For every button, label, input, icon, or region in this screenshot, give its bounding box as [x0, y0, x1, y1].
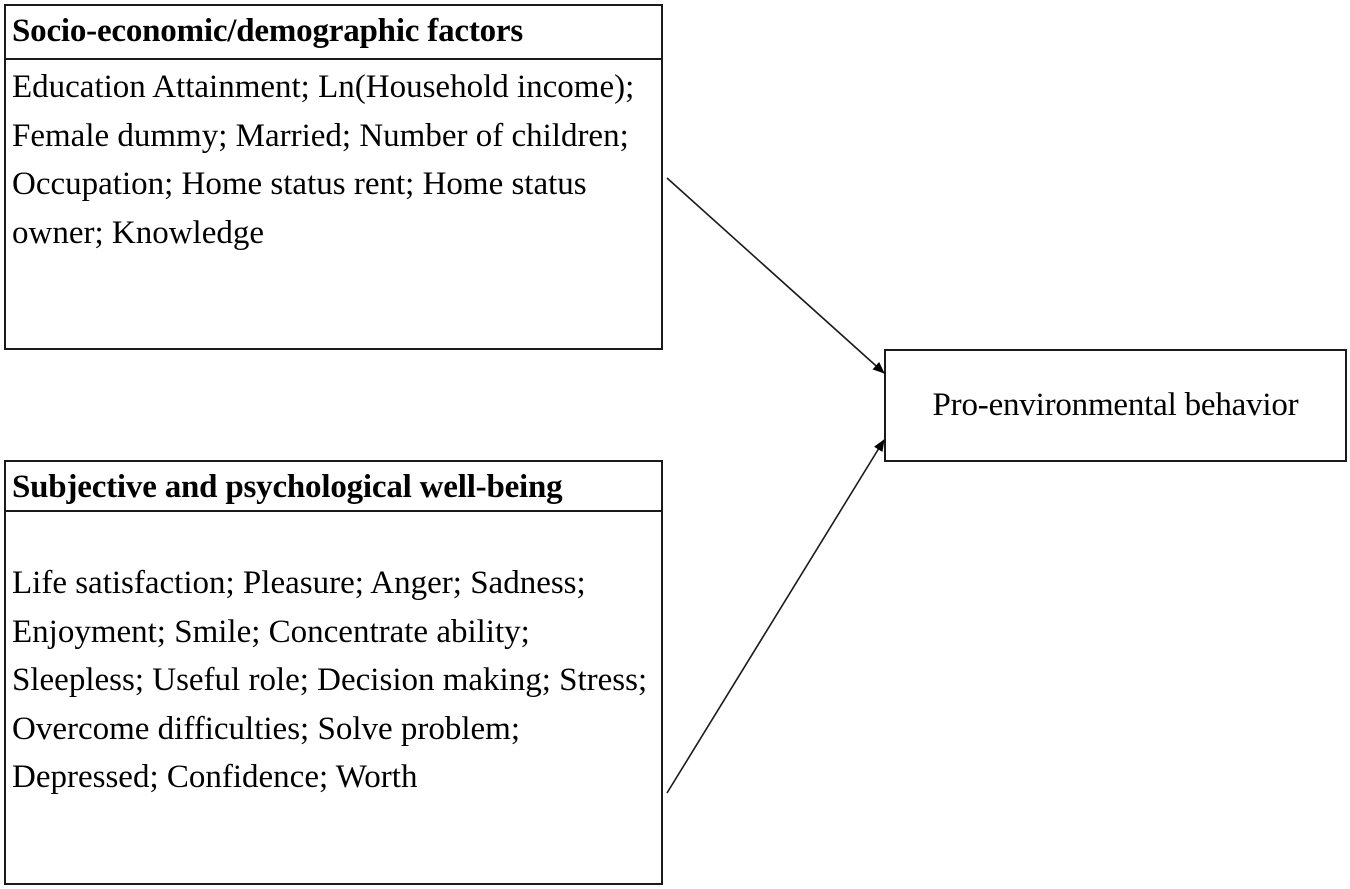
pro-environmental-behavior-label: Pro-environmental behavior: [932, 387, 1299, 423]
wellbeing-factors-title: Subjective and psychological well-being: [6, 462, 661, 512]
wellbeing-factors-list: Life satisfaction; Pleasure; Anger; Sadness; Enjoyment; Smile; Concentrate ability; Sleepless; Useful role; Decision making; Stress; Overcome difficulties; Solve problem; Depressed; Confidence; Worth: [12, 565, 648, 795]
wellbeing-factors-box: [4, 460, 663, 885]
socio-economic-factors-box: [4, 4, 663, 350]
arrow-wellbeing-to-outcome: [667, 440, 884, 793]
socio-economic-factors-list: Education Attainment; Ln(Household income); Female dummy; Married; Number of children; Occupation; Home status rent; Home status owner; Knowledge: [12, 69, 635, 251]
arrow-socio-to-outcome: [667, 178, 884, 373]
pro-environmental-behavior-box: [884, 349, 1347, 462]
socio-economic-factors-title: Socio-economic/demographic factors: [6, 6, 661, 60]
